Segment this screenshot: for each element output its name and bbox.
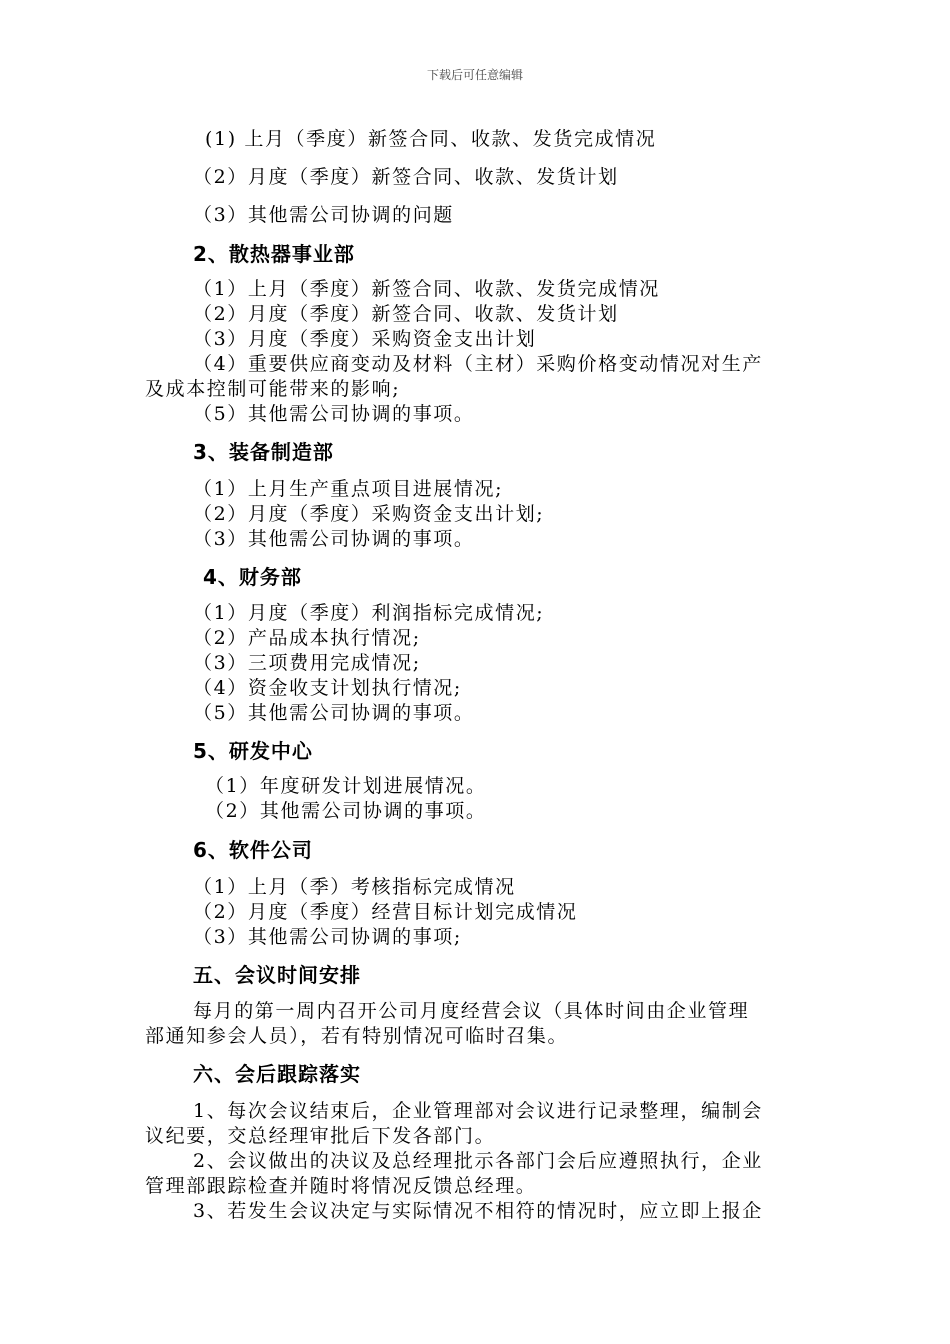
text-line: （1）月度（季度）利润指标完成情况; (193, 602, 545, 624)
section-heading: 2、散热器事业部 (193, 242, 355, 266)
text-line: （3）其他需公司协调的事项。 (193, 528, 475, 550)
text-line: （3）其他需公司协调的问题 (193, 204, 454, 226)
text-line: （2）产品成本执行情况; (193, 627, 421, 649)
text-line: （2）月度（季度）采购资金支出计划; (193, 503, 545, 525)
text-line: （3）月度（季度）采购资金支出计划 (193, 328, 537, 350)
section-heading: 6、软件公司 (193, 838, 313, 862)
text-line: 议纪要，交总经理审批后下发各部门。 (145, 1125, 496, 1147)
text-line: （3）三项费用完成情况; (193, 652, 421, 674)
text-line: 每月的第一周内召开公司月度经营会议（具体时间由企业管理 (193, 1000, 750, 1022)
text-line: （3）其他需公司协调的事项; (193, 926, 462, 948)
text-line: （2）月度（季度）新签合同、收款、发货计划 (193, 166, 619, 188)
text-line: 部通知参会人员），若有特别情况可临时召集。 (145, 1025, 569, 1047)
text-line: （1）上月生产重点项目进展情况; (193, 478, 504, 500)
text-line: （5）其他需公司协调的事项。 (193, 403, 475, 425)
text-line: （4）资金收支计划执行情况; (193, 677, 462, 699)
text-line: 1、每次会议结束后，企业管理部对会议进行记录整理，编制会 (193, 1100, 763, 1122)
page-header: 下载后可任意编辑 (426, 68, 523, 82)
text-line: （2）月度（季度）经营目标计划完成情况 (193, 901, 578, 923)
text-line: （4）重要供应商变动及材料（主材）采购价格变动情况对生产 (193, 353, 763, 375)
section-heading: 六、会后跟踪落实 (193, 1062, 361, 1086)
section-heading: 5、研发中心 (193, 739, 313, 763)
text-line: （1）上月（季度）新签合同、收款、发货完成情况 (193, 278, 660, 300)
text-line: （1）上月（季）考核指标完成情况 (193, 876, 516, 898)
section-heading: 3、装备制造部 (193, 440, 334, 464)
text-line: （2）月度（季度）新签合同、收款、发货计划 (193, 303, 619, 325)
text-line: 2、会议做出的决议及总经理批示各部门会后应遵照执行，企业 (193, 1150, 763, 1172)
text-line: 管理部跟踪检查并随时将情况反馈总经理。 (145, 1175, 537, 1197)
text-line: （1）年度研发计划进展情况。 (205, 775, 487, 797)
text-line: （5）其他需公司协调的事项。 (193, 702, 475, 724)
section-heading: 4、财务部 (203, 565, 302, 589)
text-line: 及成本控制可能带来的影响; (145, 378, 401, 400)
section-heading: 五、会议时间安排 (193, 963, 361, 987)
text-line: （2）其他需公司协调的事项。 (205, 800, 487, 822)
text-line: (1) 上月（季度）新签合同、收款、发货完成情况 (205, 128, 657, 150)
text-line: 3、若发生会议决定与实际情况不相符的情况时，应立即上报企 (193, 1200, 763, 1222)
